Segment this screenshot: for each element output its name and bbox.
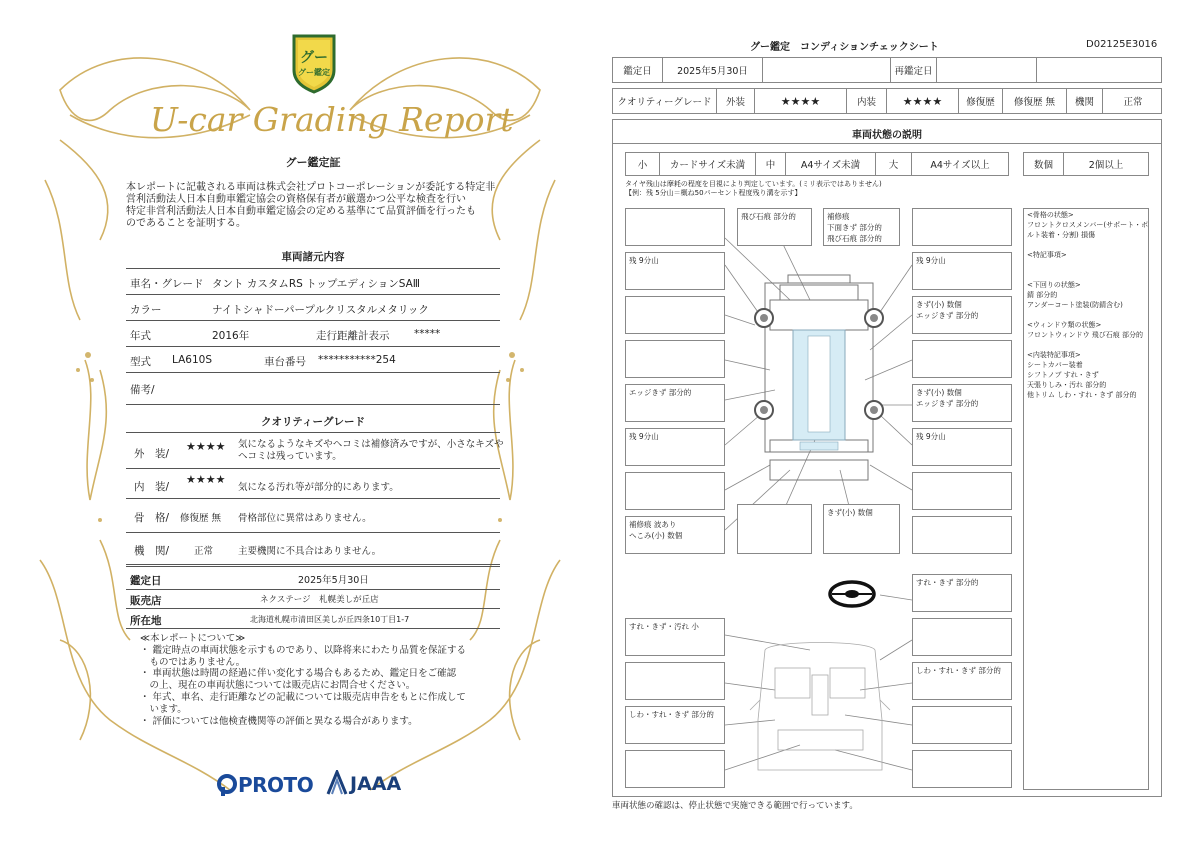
steering-box <box>912 574 1012 612</box>
report-notes <box>140 633 500 727</box>
part-box-left-1 <box>625 296 725 334</box>
mileage-label: 走行距離計表示 <box>316 330 390 342</box>
legend-large-desc: A4サイズ以上 <box>930 160 990 171</box>
note-line: ・ 評価については他検査機関等の評価と異なる場合があります。 <box>140 715 418 727</box>
sheet-id: D02125E3016 <box>1086 39 1158 50</box>
car-name-row <box>126 270 500 295</box>
interior-box-right-4 <box>912 750 1012 788</box>
date-row <box>126 566 500 590</box>
remarks-row <box>126 374 500 405</box>
notes-line <box>1027 340 1149 350</box>
quality-heading: クオリティーグレード <box>261 416 365 428</box>
part-note: すれ・きず 部分的 <box>916 578 979 587</box>
model-label: 型式 <box>130 356 151 368</box>
special-notes <box>1027 210 1149 400</box>
interior-label: 内装 <box>847 89 887 113</box>
part-note: へこみ(小) 数個 <box>629 531 683 540</box>
svg-text:グー: グー <box>300 50 328 66</box>
notes-heading: <ウィンドウ類の状態> <box>1027 321 1102 329</box>
part-note: 残 9分山 <box>629 432 659 441</box>
notes-heading: <特記事項> <box>1027 251 1067 259</box>
part-box-front-1 <box>737 208 812 246</box>
interior-diagram <box>750 643 890 771</box>
part-note: しわ・すれ・きず 部分的 <box>629 710 714 719</box>
notes-line: 錆 部分的 <box>1027 291 1058 299</box>
frame-value: 修復歴 無 <box>180 513 222 524</box>
notes-line: シートカバー装着 <box>1027 361 1083 369</box>
interior-box-right-1 <box>912 618 1012 656</box>
interior-box-right-3 <box>912 706 1012 744</box>
interior-label: 内 装/ <box>134 481 170 493</box>
part-note: 下面きず 部分的 <box>827 223 882 232</box>
part-note: エッジきず 部分的 <box>916 399 979 408</box>
color-label: カラー <box>130 304 162 316</box>
part-note: エッジきず 部分的 <box>629 388 692 397</box>
notes-line <box>1027 260 1149 270</box>
tire-box-rear-right <box>912 428 1012 466</box>
condition-heading: 車両状態の説明 <box>852 130 922 141</box>
shop-label: 販売店 <box>130 595 162 607</box>
intro-line: のであることを証明する。 <box>126 218 246 229</box>
shop-row <box>126 590 500 609</box>
notes-line: ルト装着・分割) 損傷 <box>1027 231 1095 239</box>
badge-label: グー鑑定 <box>298 68 330 77</box>
shop-value: ネクステージ 札幌美しが丘店 <box>260 595 379 605</box>
interior-box-right-2 <box>912 662 1012 700</box>
year-label: 年式 <box>130 330 151 342</box>
legend-count: 数個 <box>1024 153 1064 175</box>
part-box-left-4 <box>625 472 725 510</box>
remarks-label: 備考/ <box>130 384 155 396</box>
legend-medium-desc: A4サイズ未満 <box>786 153 876 175</box>
legend-small: 小 <box>626 153 660 175</box>
interior-box-left-1 <box>625 618 725 656</box>
exterior-label: 外 装/ <box>134 448 170 460</box>
legend-small-desc: カードサイズ未満 <box>660 153 756 175</box>
color-row <box>126 296 500 321</box>
note-line: ものではありません。 <box>140 656 246 668</box>
certificate-title: グー鑑定証 <box>285 156 341 169</box>
exterior-stars: ★★★★ <box>186 440 226 453</box>
date-label: 鑑定日 <box>130 575 162 587</box>
engine-desc: 主要機関に不具合はありません。 <box>238 546 382 557</box>
condition-check-sheet <box>600 0 1200 848</box>
interior-stars: ★★★★ <box>186 473 226 486</box>
date-value: 2025年5月30日 <box>298 575 369 586</box>
year-row <box>126 322 500 347</box>
chassis-label: 車台番号 <box>264 356 306 368</box>
note-line: ・ 年式、車名、走行距離などの記載については販売店申告をもとに作成して <box>140 691 466 703</box>
part-note: 飛び石痕 部分的 <box>827 234 882 243</box>
color-value: ナイトシャドーパープルクリスタルメタリック <box>212 304 429 316</box>
reinspection-label: 再鑑定日 <box>891 58 937 82</box>
interior-grade: ★★★★ <box>887 89 959 113</box>
part-note: 残 9分山 <box>629 256 659 265</box>
proto-logo-icon <box>216 773 238 797</box>
proto-logo <box>216 772 316 798</box>
goo-appraisal-badge <box>288 30 340 94</box>
part-note: 残 9分山 <box>916 256 946 265</box>
notes-heading: <下回りの状態> <box>1027 281 1081 289</box>
part-box-rear-left <box>625 516 725 554</box>
part-note: 残 9分山 <box>916 432 946 441</box>
interior-row <box>126 470 500 499</box>
exterior-desc-line: 気になるようなキズやヘコミは補修済みですが、小さなキズや <box>238 439 504 450</box>
part-box-right-4 <box>912 472 1012 510</box>
intro-line: 営利活動法人日本自動車鑑定協会の資格保有者が厳選かつ公平な検査を行い <box>126 194 466 205</box>
frame-label: 骨 格/ <box>134 512 170 524</box>
notes-line: シフトノブ すれ・きず <box>1027 371 1099 379</box>
model-row <box>126 348 500 373</box>
part-note: 飛び石痕 部分的 <box>741 212 796 221</box>
exterior-label: 外装 <box>717 89 755 113</box>
tire-box-front-right <box>912 252 1012 290</box>
part-note: すれ・きず・汚れ 小 <box>629 622 699 631</box>
notes-line: 天張りしみ・汚れ 部分的 <box>1027 381 1107 389</box>
part-note: きず(小) 数個 <box>916 388 962 397</box>
footer-note: 車両状態の確認は、停止状態で実施できる範囲で行っています。 <box>612 801 858 811</box>
quality-grade-label: クオリティーグレード <box>613 89 717 113</box>
part-box-right-2 <box>912 340 1012 378</box>
legend-large: 大 <box>876 153 912 175</box>
part-note: 補修痕 波あり <box>629 520 677 529</box>
certificate-intro <box>126 182 506 230</box>
legend-medium: 中 <box>756 153 786 175</box>
address-value: 北海道札幌市清田区美しが丘四条10丁目1-7 <box>250 615 410 624</box>
note-line: の上、現在の車両状態については販売店にお問合せください。 <box>140 680 416 692</box>
legend-count-desc: 2個以上 <box>1088 160 1124 171</box>
intro-line: 本レポートに記載される車両は株式会社プロトコーポレーションが委託する特定非 <box>126 182 496 193</box>
note-line: います。 <box>140 703 187 715</box>
jaaa-logo <box>326 770 416 798</box>
notes-line <box>1027 240 1149 250</box>
exterior-desc-line: ヘコミは残っています。 <box>238 451 342 462</box>
interior-box-left-4 <box>625 750 725 788</box>
part-box-rear-1 <box>737 504 812 554</box>
engine-value: 正常 <box>194 546 214 557</box>
exterior-grade: ★★★★ <box>755 89 847 113</box>
divider <box>126 432 500 433</box>
inspection-date-value: 2025年5月30日 <box>663 58 763 82</box>
jaaa-logo-text: JAAA <box>350 773 402 795</box>
tire-note-line: 【例：残 5分山＝概ね50パーセント程度残り溝を示す】 <box>625 189 802 197</box>
address-label: 所在地 <box>130 615 162 627</box>
note-line: ・ 車両状態は時間の経過に伴い変化する場合もあるため、鑑定日をご確認 <box>140 668 457 680</box>
tire-note-line: タイヤ残山は摩耗の程度を目視により判定しています。(ミリ表示ではありません) <box>625 180 882 188</box>
mileage-value: ***** <box>414 328 441 340</box>
exterior-row <box>126 434 504 469</box>
interior-desc: 気になる汚れ等が部分的にあります。 <box>238 482 399 493</box>
part-note: きず(小) 数個 <box>916 300 962 309</box>
proto-logo-text: PROTO <box>238 773 314 797</box>
inspection-date-label: 鑑定日 <box>613 58 663 82</box>
frame-desc: 骨格部位に異常はありません。 <box>238 513 372 524</box>
tire-box-front-left <box>625 252 725 290</box>
notes-heading: <内装特記事項> <box>1027 351 1081 359</box>
notes-line: 他トリム しわ・すれ・きず 部分的 <box>1027 391 1137 399</box>
exterior-desc <box>238 439 504 463</box>
notes-line <box>1027 310 1149 320</box>
note-line: ・ 鑑定時点の車両状態を示すものであり、以降将来にわたり品質を保証する <box>140 644 467 656</box>
part-box-front-right <box>912 208 1012 246</box>
sheet-title: グー鑑定 コンディションチェックシート <box>750 42 939 53</box>
model-value: LA610S <box>172 354 212 366</box>
part-box-rear-right <box>912 516 1012 554</box>
notes-line: フロントクロスメンバー(サポート・ボ <box>1027 221 1149 229</box>
divider <box>126 268 500 269</box>
part-box-front-2 <box>823 208 900 246</box>
repair-history-label: 修復歴 <box>959 89 1003 113</box>
part-note: エッジきず 部分的 <box>916 311 979 320</box>
steering-wheel-icon <box>830 582 874 606</box>
specs-heading: 車両諸元内容 <box>281 251 345 263</box>
part-box-front-left <box>625 208 725 246</box>
address-row <box>126 610 500 629</box>
part-box-left-2 <box>625 340 725 378</box>
notes-line: フロントウィンドウ 飛び石痕 部分的 <box>1027 331 1144 339</box>
repair-history-value: 修復歴 無 <box>1003 89 1067 113</box>
notes-line <box>1027 270 1149 280</box>
interior-box-left-2 <box>625 662 725 700</box>
chassis-value: ***********254 <box>318 354 396 366</box>
notes-line: アンダーコート塗装(防錆含む) <box>1027 301 1123 309</box>
part-note: しわ・すれ・きず 部分的 <box>916 666 1001 675</box>
engine-row <box>126 534 500 565</box>
report-title: U-car Grading Report <box>150 100 514 139</box>
car-name-value: タント カスタムRS トップエディションSAⅢ <box>212 278 421 290</box>
engine-label: 機関 <box>1067 89 1103 113</box>
part-box-right-1 <box>912 296 1012 334</box>
part-note: きず(小) 数個 <box>827 508 873 517</box>
jaaa-logo-icon <box>326 770 348 796</box>
part-note: 補修痕 <box>827 212 850 221</box>
frame-row <box>126 500 500 533</box>
notes-title: ≪本レポートについて≫ <box>140 633 246 644</box>
notes-heading: <骨格の状態> <box>1027 211 1074 219</box>
intro-line: 特定非営利活動法人日本自動車鑑定協会の定める基準にて品質評価を行ったも <box>126 206 476 217</box>
part-box-rear-2 <box>823 504 900 554</box>
car-name-label: 車名・グレード <box>130 278 204 290</box>
part-box-right-3 <box>912 384 1012 422</box>
interior-box-left-3 <box>625 706 725 744</box>
tire-box-rear-left <box>625 428 725 466</box>
year-value: 2016年 <box>212 330 250 342</box>
engine-label: 機 関/ <box>134 545 170 557</box>
part-box-left-3 <box>625 384 725 422</box>
engine-value: 正常 <box>1123 97 1143 108</box>
